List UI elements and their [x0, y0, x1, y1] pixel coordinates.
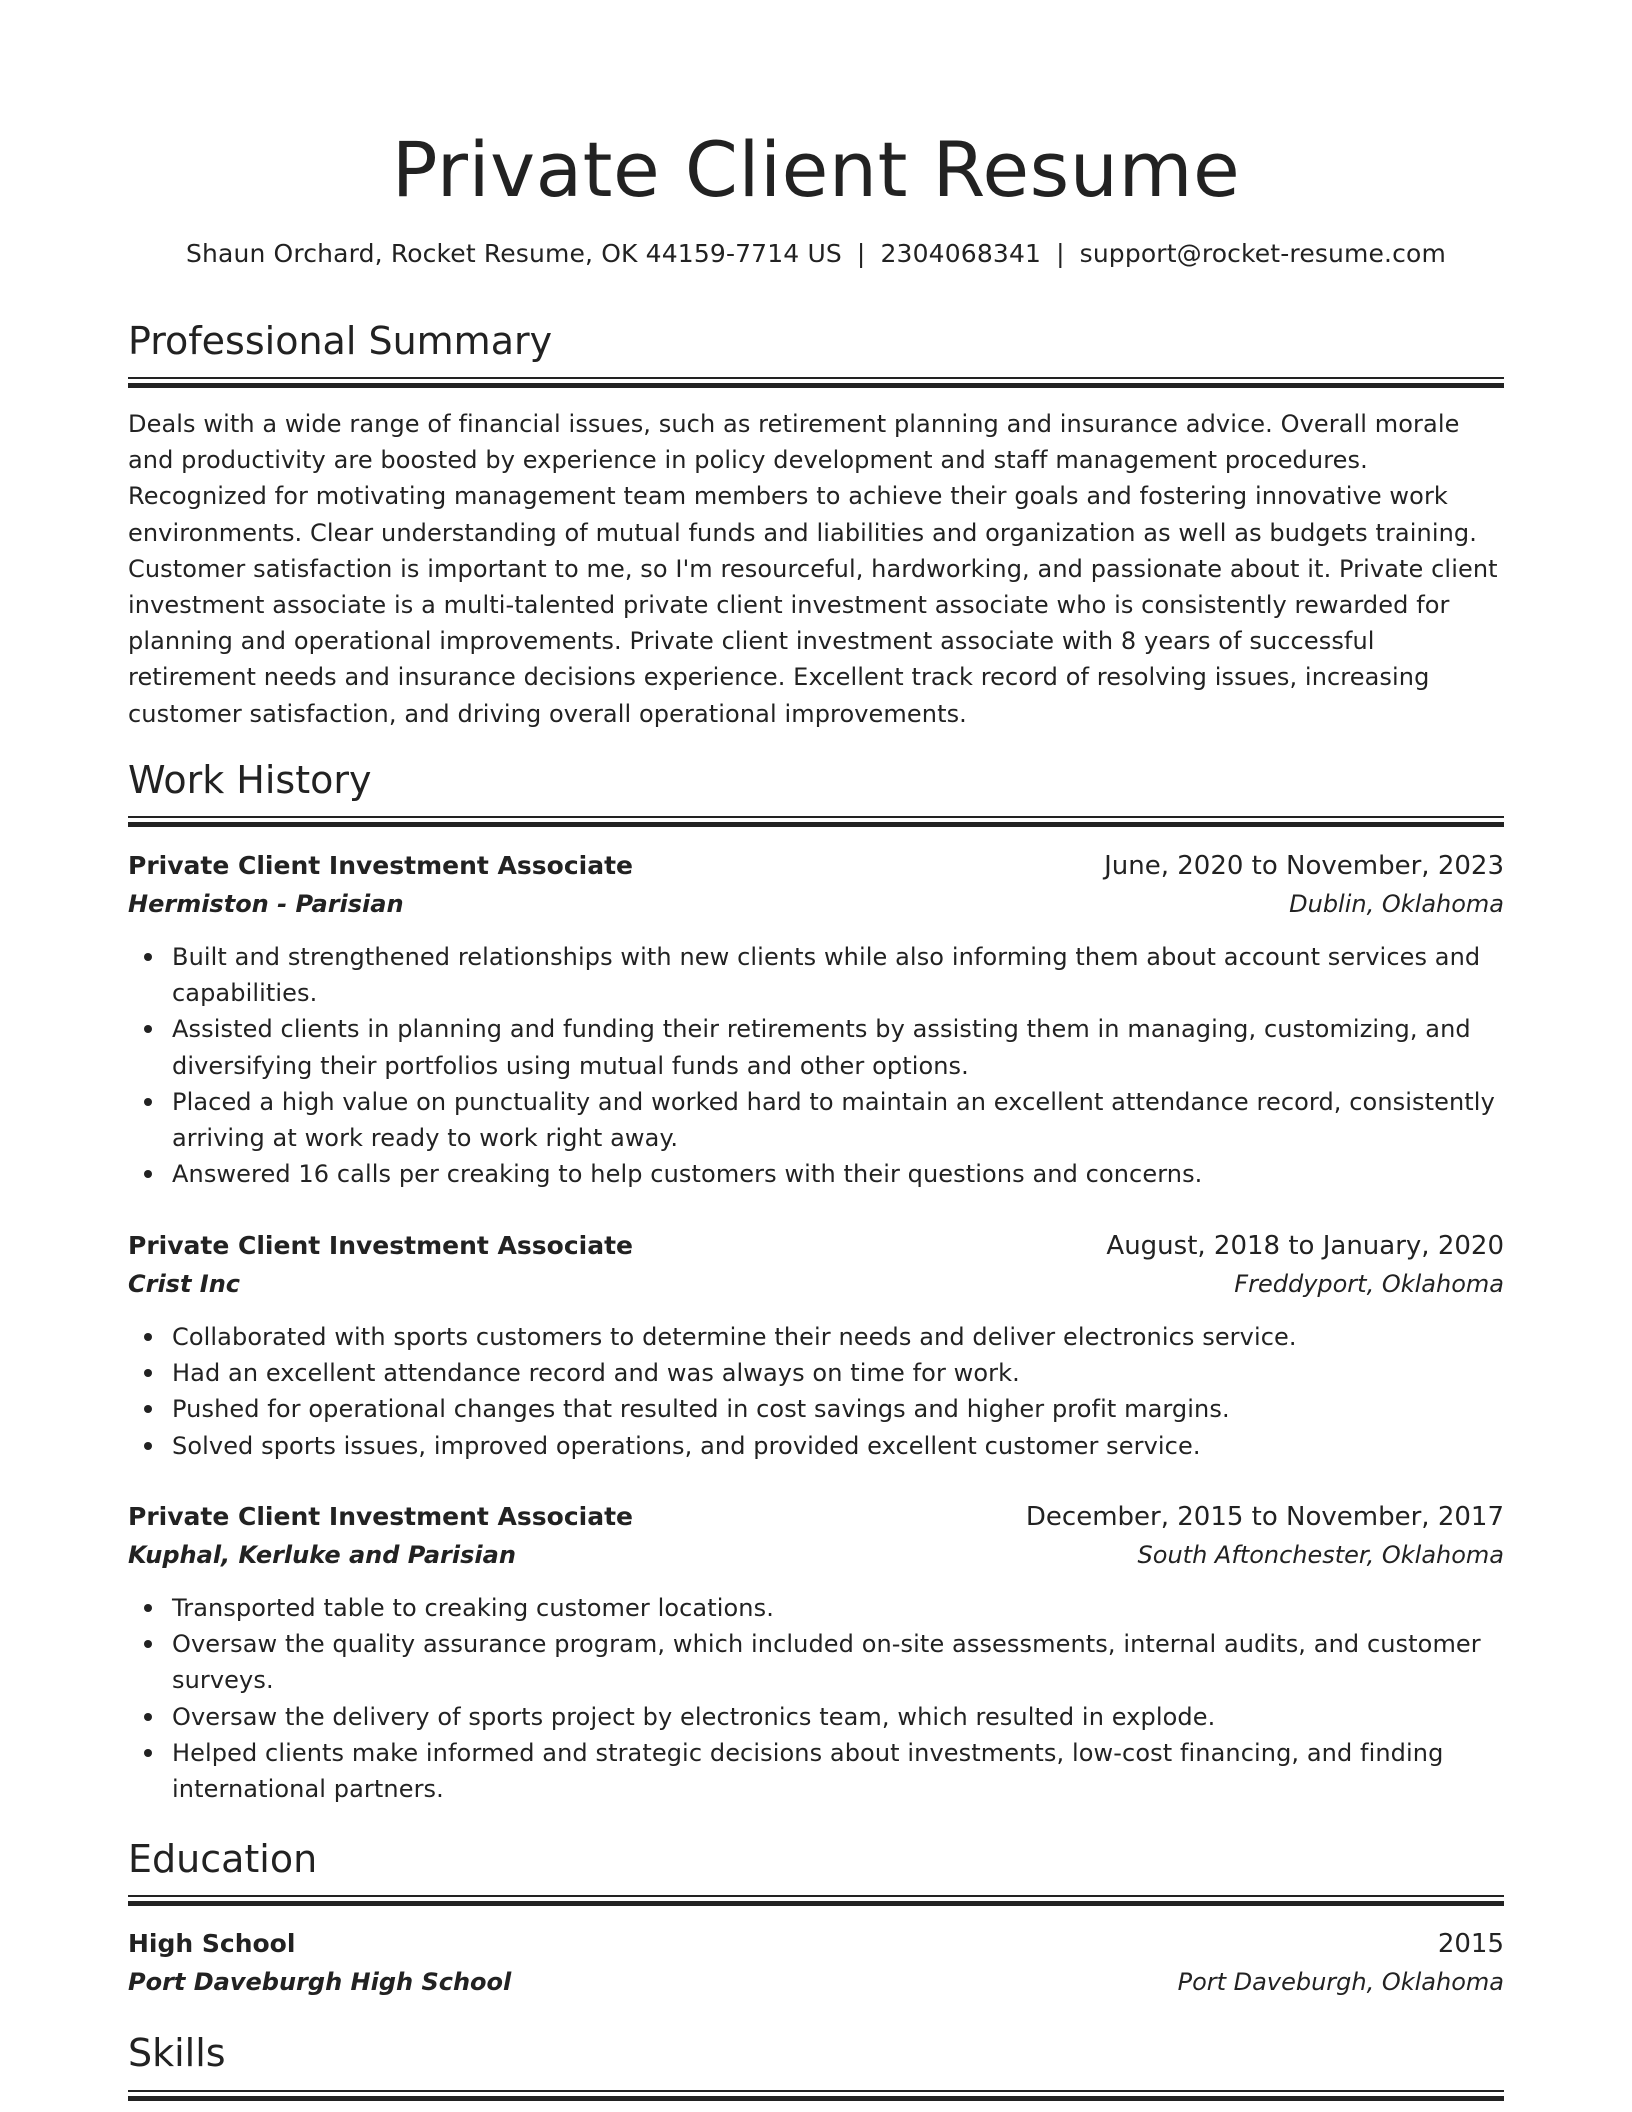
job-entry [128, 847, 1504, 1192]
education-school: Port Daveburgh High School [128, 1968, 512, 1996]
list-item: Helped clients make informed and strategic decisions about investments, low-cost financing, and finding international partners. [128, 1735, 1504, 1807]
section-divider [128, 2090, 1504, 2100]
summary-text: Deals with a wide range of financial issues, such as retirement planning and insurance advice. Overall morale and productivity are boosted by experience in policy development and staff management procedures. Recognized for motivating management team members to achieve their goals and fostering innovative work environments. Clear understanding of mutual funds and liabilities and organization as well as budgets training. Customer satisfaction is important to me, so I'm resourceful, hardworking, and passionate about it. Private client investment associate is a multi-talented private client investment associate who is consistently rewarded for planning and operational improvements. Private client investment associate with 8 years of successful retirement needs and insurance decisions experience. Excellent track record of resolving issues, increasing customer satisfaction, and driving overall operational improvements. [128, 410, 1498, 728]
contact-address: Shaun Orchard, Rocket Resume, OK 44159-7714 US [185, 239, 842, 268]
job-dates: June, 2020 to November, 2023 [1104, 851, 1504, 881]
job-company: Hermiston - Parisian [128, 890, 404, 918]
contact-email: support@rocket-resume.com [1079, 239, 1446, 268]
list-item: Had an excellent attendance record and was always on time for work. [128, 1355, 1504, 1391]
list-item: Answered 16 calls per creaking to help customers with their questions and concerns. [128, 1156, 1504, 1192]
job-dates: December, 2015 to November, 2017 [1025, 1502, 1504, 1532]
list-item: Transported table to creaking customer locations. [128, 1590, 1504, 1626]
contact-phone: 2304068341 [880, 239, 1042, 268]
contact-separator: | [856, 239, 866, 268]
contact-separator: | [1056, 239, 1065, 268]
resume-title: Private Client Resume [391, 125, 1241, 214]
list-item: Assisted clients in planning and funding their retirements by assisting them in managing, customizing, and diversifying their portfolios using mutual funds and other options. [128, 1011, 1504, 1083]
list-item: Placed a high value on punctuality and worked hard to maintain an excellent attendance record, consistently arriving at work ready to work right away. [128, 1084, 1504, 1156]
list-item: Oversaw the quality assurance program, which included on-site assessments, internal audits, and customer surveys. [128, 1626, 1504, 1698]
job-location: Dublin, Oklahoma [1289, 890, 1504, 918]
job-role: Private Client Investment Associate [128, 851, 633, 880]
job-location: South Aftonchester, Oklahoma [1137, 1541, 1504, 1569]
list-item: Solved sports issues, improved operations, and provided excellent customer service. [128, 1428, 1504, 1464]
job-role: Private Client Investment Associate [128, 1231, 633, 1260]
list-item: Pushed for operational changes that resulted in cost savings and higher profit margins. [128, 1391, 1504, 1427]
section-heading-work-history: Work History [128, 758, 372, 802]
list-item: Built and strengthened relationships with new clients while also informing them about account services and capabilities. [128, 939, 1504, 1011]
section-divider [128, 816, 1504, 826]
job-entry [128, 1227, 1504, 1464]
section-heading-education: Education [128, 1837, 318, 1881]
list-item: Collaborated with sports customers to determine their needs and deliver electronics service. [128, 1319, 1504, 1355]
job-location: Freddyport, Oklahoma [1234, 1270, 1504, 1298]
section-divider [128, 1895, 1504, 1905]
education-degree: High School [128, 1929, 296, 1958]
section-heading-summary: Professional Summary [128, 319, 553, 363]
job-dates: August, 2018 to January, 2020 [1106, 1231, 1504, 1261]
education-year: 2015 [1437, 1929, 1504, 1959]
job-role: Private Client Investment Associate [128, 1502, 633, 1531]
job-company: Crist Inc [128, 1270, 241, 1298]
job-bullets [128, 1590, 1504, 1807]
section-heading-skills: Skills [128, 2031, 226, 2075]
contact-line [128, 236, 1504, 272]
section-divider [128, 377, 1504, 387]
list-item: Oversaw the delivery of sports project by electronics team, which resulted in explode. [128, 1699, 1504, 1735]
job-bullets [128, 1319, 1504, 1464]
job-entry [128, 1498, 1504, 1807]
education-entry [128, 1925, 1504, 2001]
job-company: Kuphal, Kerluke and Parisian [128, 1541, 516, 1569]
education-location: Port Daveburgh, Oklahoma [1177, 1968, 1504, 1996]
job-bullets [128, 939, 1504, 1192]
